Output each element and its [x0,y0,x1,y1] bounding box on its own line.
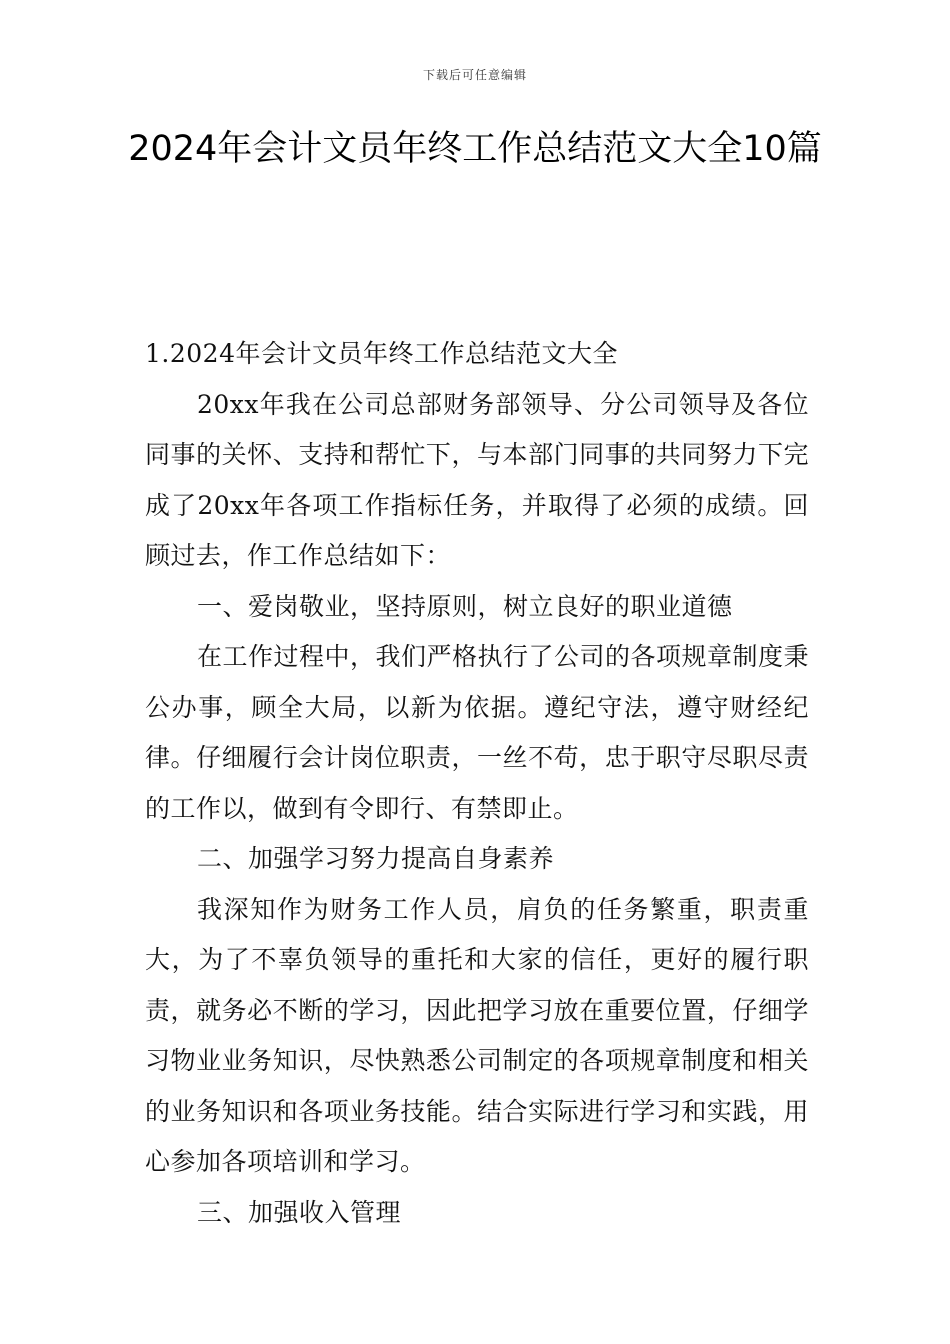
paragraph-intro: 20xx年我在公司总部财务部领导、分公司领导及各位同事的关怀、支持和帮忙下，与本部门同事的共同努力下完成了20xx年各项工作指标任务，并取得了必须的成绩。回顾过去，作工作总结如下： [145,389,809,570]
paragraph-1: 在工作过程中，我们严格执行了公司的各项规章制度秉公办事，顾全大局，以新为依据。遵纪守法，遵守财经纪律。仔细履行会计岗位职责，一丝不苟，忠于职守尽职尽责的工作以，做到有令即行、有禁即止。 [145,642,810,823]
subheading-1: 一、爱岗敬业，坚持原则，树立良好的职业道德 [197,591,733,621]
header-note: 下载后可任意编辑 [422,68,527,82]
document-body [145,329,809,1238]
section-heading: 1.2024年会计文员年终工作总结范文大全 [145,339,618,368]
document-title: 2024年会计文员年终工作总结范文大全10篇 [128,129,822,169]
subheading-2: 二、加强学习努力提高自身素养 [197,844,555,873]
subheading-3: 三、加强收入管理 [197,1197,402,1227]
paragraph-2: 我深知作为财务工作人员，肩负的任务繁重，职责重大，为了不辜负领导的重托和大家的信任，更好的履行职责，就务必不断的学习，因此把学习放在重要位置，仔细学习物业业务知识，尽快熟悉公司制定的各项规章制度和相关的业务知识和各项业务技能。结合实际进行学习和实践，用心参加各项培训和学习。 [145,894,809,1176]
